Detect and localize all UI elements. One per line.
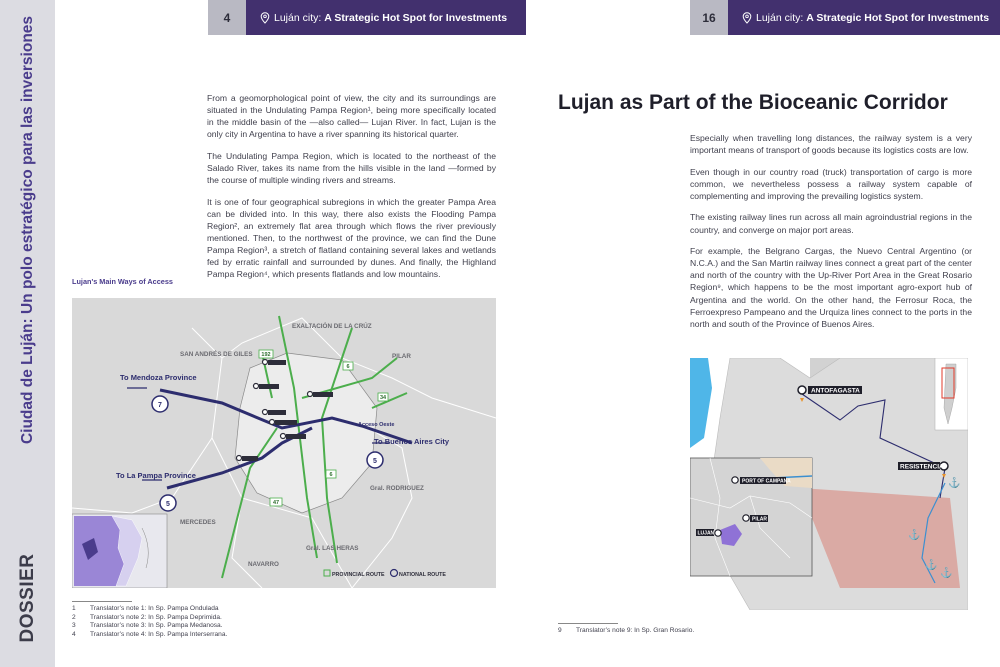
route-label: To Mendoza Province <box>120 373 197 382</box>
city-label: ANTOFAGASTA <box>811 387 860 395</box>
footnote: 1 Translator’s note 1: In Sp. Pampa Ondulada <box>72 605 219 612</box>
access-label: Acceso Oeste <box>358 422 395 428</box>
place-label: PILAR <box>392 353 411 360</box>
route-number: 6 <box>329 472 333 478</box>
place-label: Gral. LAS HERAS <box>306 545 359 552</box>
right-page-number: 16 <box>690 0 728 35</box>
place-label: NAVARRO <box>248 561 279 568</box>
paragraph: Even though in our country road (truck) transportation of cargo is more common, we nevertheless possess a railway system capable of complementing and improving the prevailing logistics system. <box>690 166 972 201</box>
city-label: PILAR <box>752 516 767 523</box>
svg-text:⚓: ⚓ <box>925 560 938 571</box>
header-city: Luján city: <box>756 11 804 24</box>
footnote-rule <box>72 601 132 602</box>
vertical-title: Ciudad de Luján: Un polo estratégico para las inversiones <box>19 15 36 445</box>
right-body-text <box>690 132 972 339</box>
header-subtitle: A Strategic Hot Spot for Investments <box>806 11 990 24</box>
place-label: MERCEDES <box>180 519 216 526</box>
footnote-rule <box>558 623 618 624</box>
left-page-header <box>208 0 526 35</box>
side-title <box>0 0 55 667</box>
route-label: To La Pampa Province <box>116 471 196 480</box>
paragraph: From a geomorphological point of view, the city and its surroundings are situated in the Undulating Pampa Region¹, being more specifically located in the middle basin of the —also called— Lujan River. In fact, Lujan is the only city in Argentina to have a river spanning its historical quarter. <box>207 93 496 140</box>
place-label: SAN ANDRÉS DE GILES <box>180 351 253 358</box>
route-number: 34 <box>379 395 387 401</box>
header-city: Luján city: <box>274 11 322 24</box>
left-header-bar <box>246 0 526 35</box>
place-label: Gral. RODRIGUEZ <box>370 485 424 492</box>
city-label: RESISTENCIA <box>900 463 944 471</box>
access-map <box>72 298 496 588</box>
right-footnotes <box>558 623 694 636</box>
route-number: 5 <box>373 458 377 465</box>
header-subtitle: A Strategic Hot Spot for Investments <box>324 11 508 24</box>
route-number: 5 <box>166 501 170 508</box>
route-number: 47 <box>272 500 280 506</box>
location-pin-icon <box>742 12 752 24</box>
corridor-map <box>690 358 968 610</box>
svg-text:⚓: ⚓ <box>940 568 953 579</box>
svg-text:⚓: ⚓ <box>948 478 961 489</box>
right-header-bar <box>728 0 1000 35</box>
city-label: LUJAN <box>697 530 715 537</box>
svg-text:⚓: ⚓ <box>908 530 921 541</box>
location-pin-icon <box>260 12 270 24</box>
route-number: 6 <box>346 364 350 370</box>
place-label: EXALTACIÓN DE LA CRÚZ <box>292 323 372 330</box>
route-label: To Buenos Aires City <box>374 437 450 446</box>
paragraph: Especially when travelling long distances, the railway system is a very important means of transport of goods because its logistics costs are low. <box>690 133 972 156</box>
route-number: 7 <box>158 402 162 409</box>
left-footnotes <box>72 601 227 639</box>
left-page-number: 4 <box>208 0 246 35</box>
left-body-text <box>207 92 496 290</box>
paragraph: The Undulating Pampa Region, which is located to the northeast of the Salado River, takes its name from the hills visible in the land —formed by the course of multiple winding rivers and streams. <box>207 150 496 186</box>
city-label: PORT OF CAMPANA <box>742 478 791 485</box>
map-caption: Lujan's Main Ways of Access <box>72 277 173 286</box>
legend-label: PROVINCIAL ROUTE <box>332 572 385 578</box>
legend-label: NATIONAL ROUTE <box>399 572 446 578</box>
paragraph: For example, the Belgrano Cargas, the Nuevo Central Argentino (or N.C.A.) and the San Martin railway lines connect a great part of the center and north of the country with the Up-River Port Area in the Great Rosario Region⁹, which happens to be the most important agro-export hub of Argentina and the world. On the other hand, the Ferrosur Roca, the Ferroexpreso Pampeano and the Urquiza lines connect to the ports in the north and south of the Province of Buenos Aires. <box>690 246 972 329</box>
footnote: 3 Translator’s note 3: In Sp. Pampa Medanosa. <box>72 622 223 630</box>
paragraph: It is one of four geographical subregions in which the greater Pampa Area can be divided into. In this way, there also exists the Flooding Pampa Region², an extremely flat area through which flows the river previously mentioned. Then, to the northwest of the province, we can find the Dune Pampa Region³, a stretch of flatland containing several lakes and wetlands fed by erratic rainfall and surrounded by dunes. And finally, the Highland Pampa Region⁴, which presents flatlands and low mountains. <box>207 196 496 280</box>
section-label: DOSSIER <box>17 553 38 643</box>
page-title: Lujan as Part of the Bioceanic Corridor <box>558 91 948 114</box>
footnote: 9 Translator’s note 9: In Sp. Gran Rosario. <box>558 627 695 634</box>
footnote: 2 Translator’s note 2: In Sp. Pampa Deprimida. <box>72 613 222 621</box>
route-number: 192 <box>261 352 271 358</box>
campana-inset-map <box>690 458 812 576</box>
right-page-header <box>690 0 1000 35</box>
paragraph: The existing railway lines run across all main agroindustrial regions in the country, and converge on major port areas. <box>690 212 972 235</box>
footnote: 4 Translator’s note 4: In Sp. Pampa Interserrana. <box>72 630 228 638</box>
province-inset-map <box>72 514 167 588</box>
